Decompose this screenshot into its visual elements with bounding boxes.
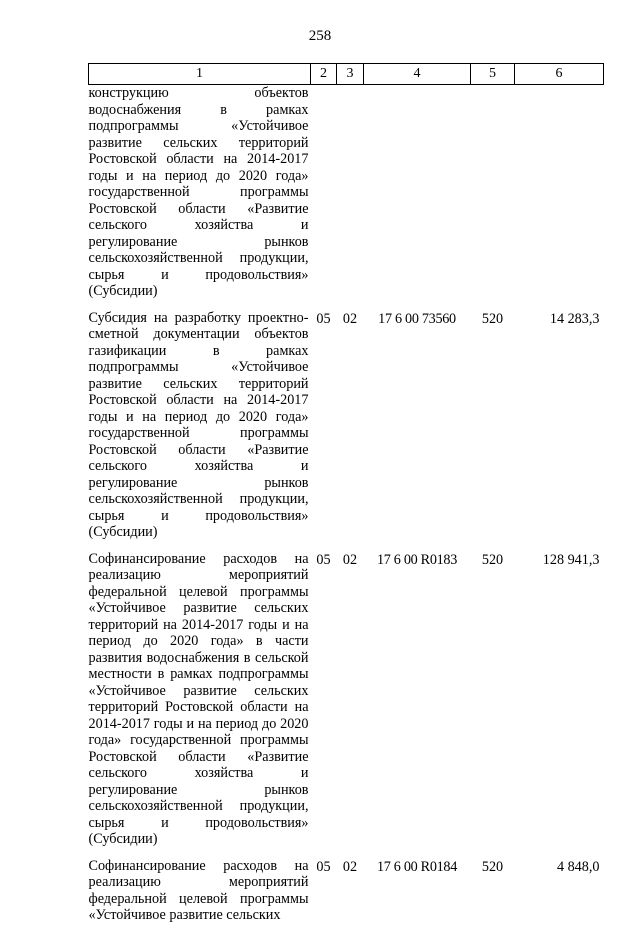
budget-table: [88, 63, 604, 934]
row-pr: 02: [342, 858, 358, 875]
table-body: [89, 85, 604, 934]
header-row: [89, 64, 604, 85]
row-amount: 4 848,0: [556, 858, 600, 875]
table-row: [89, 858, 604, 934]
row-rz: 05: [316, 551, 331, 568]
table-row: [89, 310, 604, 551]
row-rz: [311, 85, 337, 310]
row-vr: 520: [481, 310, 504, 327]
table-header: [89, 64, 604, 85]
table-row: [89, 551, 604, 858]
row-amount: [515, 85, 604, 310]
row-description: конструкцию объектов водоснабжения в рамках подпрограммы «Устойчивое развитие сельских территорий Ростовской области на 2014-2017 годы и на период до 2020 года» государственной программы Ростовской области «Развитие сельского хозяйства и регулирование рынков сельскохозяйственной продукции, сырья и продовольствия» (Субсидии): [88, 85, 309, 299]
header-col-4: 4: [364, 64, 471, 85]
header-col-1: 1: [89, 64, 311, 85]
row-rz: 05: [316, 310, 331, 327]
row-description: Софинансирование расходов на реализацию мероприятий федеральной целевой программы «Устойчивое развитие сельских территорий на 2014-2017 годы и на период до 2020 года» в части развития водоснабжения в сельской местности в рамках подпрограммы «Устойчивое развитие сельских территорий Ростовской области на 2014-2017 годы и на период до 2020 года» государственной программы Ростовской области «Развитие сельского хозяйства и регулирование рынков сельскохозяйственной продукции, сырья и продовольствия» (Субсидии): [88, 550, 309, 847]
row-pr: [337, 85, 364, 310]
row-kcsr: 17 6 00 R0184: [376, 858, 458, 875]
row-pr: 02: [342, 310, 358, 327]
row-vr: 520: [481, 551, 504, 568]
row-vr: 520: [481, 858, 504, 875]
header-col-2: 2: [311, 64, 337, 85]
table-row: [89, 85, 604, 310]
row-kcsr: 17 6 00 73560: [378, 310, 456, 327]
row-amount: 128 941,3: [542, 551, 600, 568]
row-vr: [471, 85, 515, 310]
header-col-3: 3: [337, 64, 364, 85]
row-pr: 02: [342, 551, 358, 568]
row-kcsr: 17 6 00 R0183: [376, 551, 458, 568]
page-number: 258: [308, 28, 332, 44]
row-description: Субсидия на разработку проектно-сметной документации объектов газификации в рамках подпрограммы «Устойчивое развитие сельских территорий Ростовской области на 2014-2017 годы и на период до 2020 года» государственной программы Ростовской области «Развитие сельского хозяйства и регулирование рынков сельскохозяйственной продукции, сырья и продовольствия» (Субсидии): [88, 309, 309, 540]
header-col-6: 6: [515, 64, 604, 85]
row-rz: 05: [316, 858, 331, 875]
row-description: Софинансирование расходов на реализацию мероприятий федеральной целевой программы «Устойчивое развитие сельских: [88, 857, 309, 923]
header-col-5: 5: [471, 64, 515, 85]
row-kcsr: [364, 85, 471, 310]
row-amount: 14 283,3: [549, 310, 600, 327]
